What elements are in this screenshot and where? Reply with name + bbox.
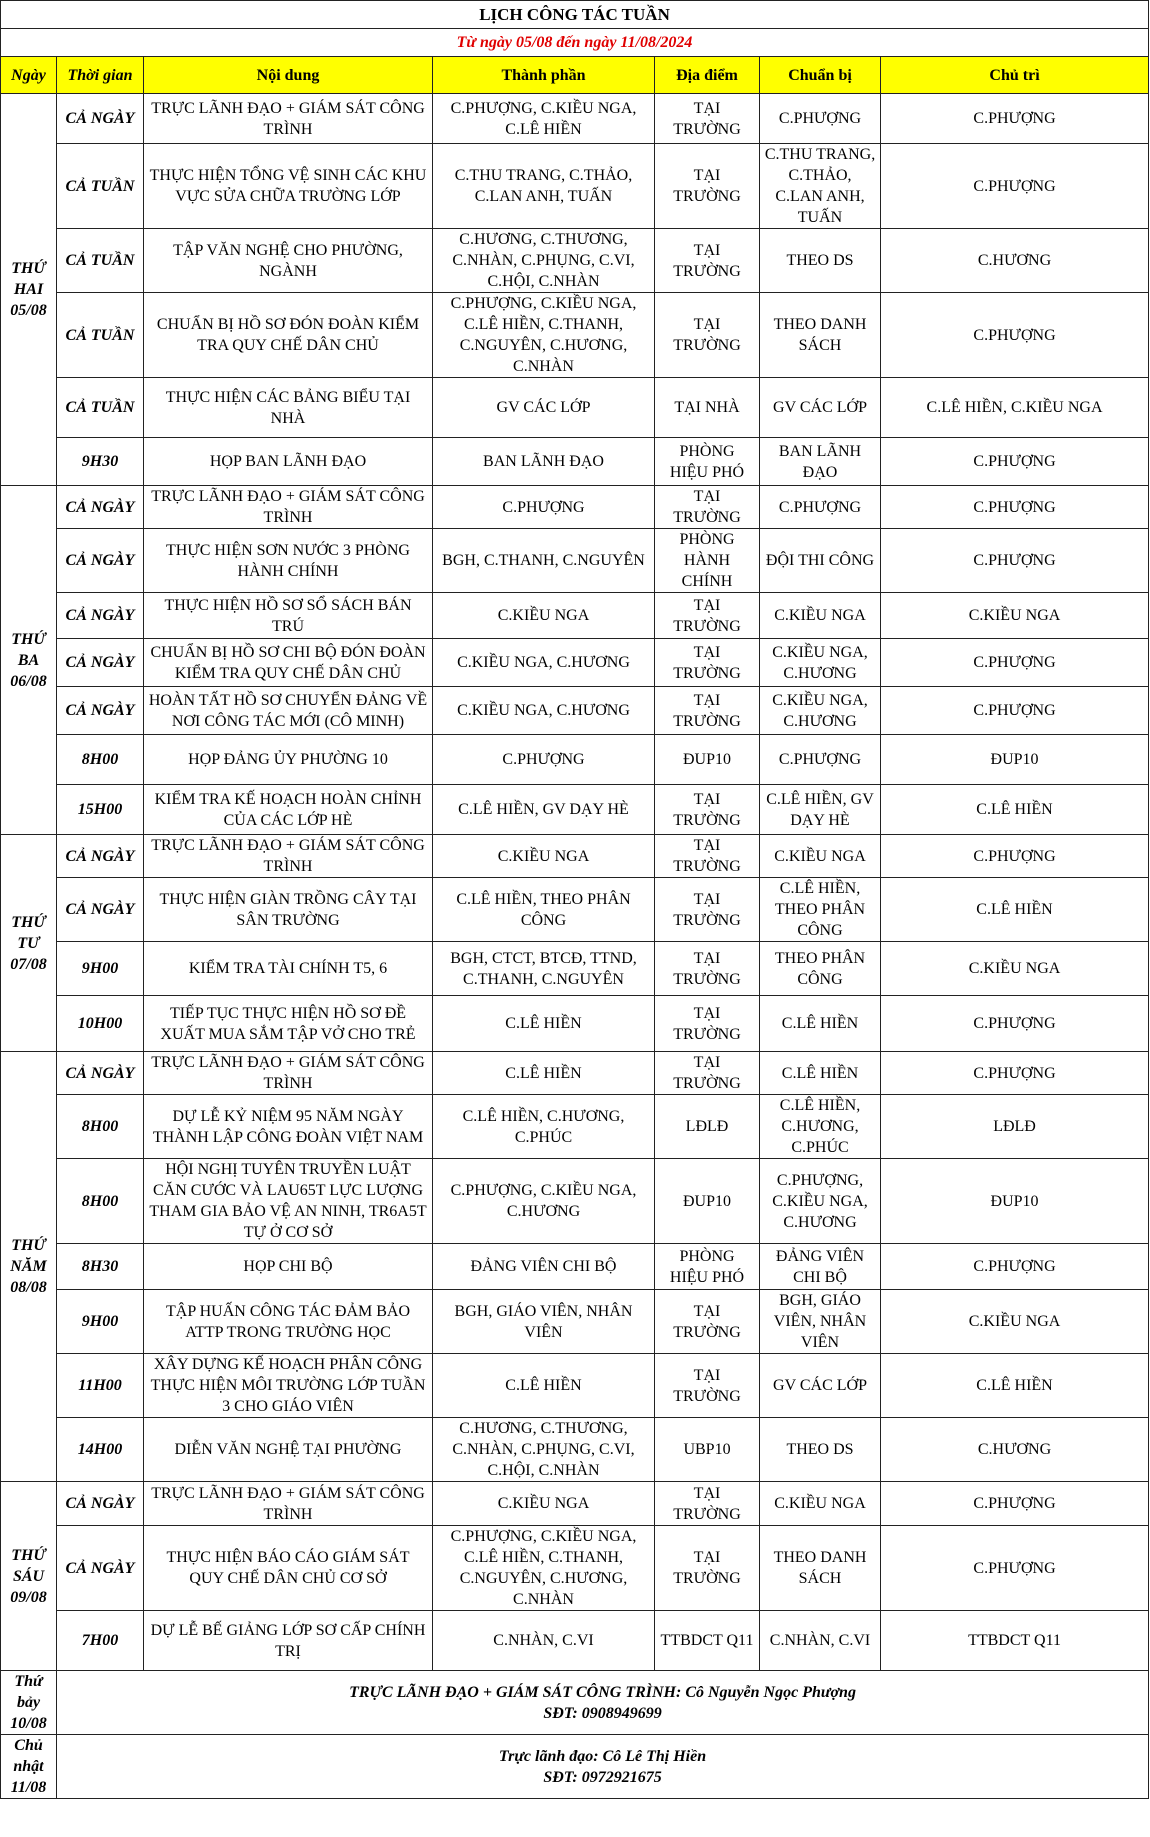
schedule-row [1, 1354, 1149, 1418]
day-label-cell [1, 835, 57, 1052]
participants-cell: ĐẢNG VIÊN CHI BỘ [433, 1244, 655, 1290]
content-cell: THỰC HIỆN TỔNG VỆ SINH CÁC KHU VỰC SỬA CHỮA TRƯỜNG LỚP [144, 144, 433, 229]
content-cell: TRỰC LÃNH ĐẠO + GIÁM SÁT CÔNG TRÌNH [144, 1482, 433, 1526]
time-cell: CẢ NGÀY [57, 1052, 144, 1095]
chair-cell: C.KIỀU NGA [881, 942, 1149, 996]
content-cell: HỘI NGHỊ TUYÊN TRUYỀN LUẬT CĂN CƯỚC VÀ LAU65T LỰC LƯỢNG THAM GIA BẢO VỆ AN NINH, TR6A5T TỰ Ở CƠ SỞ [144, 1159, 433, 1244]
preparation-cell: C.PHƯỢNG [760, 486, 881, 529]
content-cell: THỰC HIỆN GIÀN TRỒNG CÂY TẠI SÂN TRƯỜNG [144, 878, 433, 942]
chair-cell: C.PHƯỢNG [881, 293, 1149, 378]
schedule-row [1, 144, 1149, 229]
participants-cell: BGH, GIÁO VIÊN, NHÂN VIÊN [433, 1290, 655, 1354]
location-cell: TẠI TRƯỜNG [655, 593, 760, 639]
content-cell: TRỰC LÃNH ĐẠO + GIÁM SÁT CÔNG TRÌNH [144, 94, 433, 144]
participants-cell: C.LÊ HIỀN, C.HƯƠNG, C.PHÚC [433, 1095, 655, 1159]
time-cell: CẢ NGÀY [57, 1482, 144, 1526]
location-cell: TẠI TRƯỜNG [655, 996, 760, 1052]
chair-cell: C.PHƯỢNG [881, 1244, 1149, 1290]
location-cell: ĐUP10 [655, 735, 760, 785]
participants-cell: BGH, CTCT, BTCĐ, TTND, C.THANH, C.NGUYÊN [433, 942, 655, 996]
weekend-phone-line: SĐT: 0972921675 [543, 1768, 662, 1786]
schedule-row [1, 293, 1149, 378]
chair-cell: C.HƯƠNG [881, 1418, 1149, 1482]
content-cell: THỰC HIỆN BÁO CÁO GIÁM SÁT QUY CHẾ DÂN CHỦ CƠ SỞ [144, 1526, 433, 1611]
location-cell: TẠI TRƯỜNG [655, 486, 760, 529]
schedule-row [1, 229, 1149, 293]
day-label-cell [1, 1482, 57, 1671]
preparation-cell: C.KIỀU NGA [760, 1482, 881, 1526]
chair-cell: C.PHƯỢNG [881, 486, 1149, 529]
time-cell: 9H00 [57, 1290, 144, 1354]
schedule-row [1, 1482, 1149, 1526]
location-cell: TẠI TRƯỜNG [655, 687, 760, 735]
participants-cell: BAN LÃNH ĐẠO [433, 438, 655, 486]
schedule-row [1, 687, 1149, 735]
location-cell: UBP10 [655, 1418, 760, 1482]
participants-cell: GV CÁC LỚP [433, 378, 655, 438]
participants-cell: C.HƯƠNG, C.THƯƠNG, C.NHÀN, C.PHỤNG, C.VI, C.HỘI, C.NHÀN [433, 229, 655, 293]
participants-cell: C.THU TRANG, C.THẢO, C.LAN ANH, TUẤN [433, 144, 655, 229]
time-cell: 7H00 [57, 1611, 144, 1671]
time-cell: 9H00 [57, 942, 144, 996]
participants-cell: C.KIỀU NGA [433, 835, 655, 878]
content-cell: HỌP ĐẢNG ỦY PHƯỜNG 10 [144, 735, 433, 785]
day-label-line: NĂM [10, 1258, 47, 1275]
time-cell: 15H00 [57, 785, 144, 835]
content-cell: TẬP HUẤN CÔNG TÁC ĐẢM BẢO ATTP TRONG TRƯỜNG HỌC [144, 1290, 433, 1354]
time-cell: 8H00 [57, 1095, 144, 1159]
preparation-cell: C.LÊ HIỀN, THEO PHÂN CÔNG [760, 878, 881, 942]
schedule-row [1, 942, 1149, 996]
chair-cell: C.PHƯỢNG [881, 996, 1149, 1052]
weekend-duty-line: Trực lãnh đạo: Cô Lê Thị Hiền [498, 1747, 707, 1765]
location-cell: TẠI TRƯỜNG [655, 229, 760, 293]
time-cell: CẢ NGÀY [57, 486, 144, 529]
preparation-cell: GV CÁC LỚP [760, 1354, 881, 1418]
location-cell: PHÒNG HÀNH CHÍNH [655, 529, 760, 593]
content-cell: TRỰC LÃNH ĐẠO + GIÁM SÁT CÔNG TRÌNH [144, 1052, 433, 1095]
day-label-line: nhật [13, 1758, 44, 1775]
participants-cell: C.LÊ HIỀN [433, 996, 655, 1052]
day-label-line: 08/08 [10, 1279, 47, 1296]
schedule-row [1, 1418, 1149, 1482]
location-cell: TẠI TRƯỜNG [655, 785, 760, 835]
content-cell: HỌP BAN LÃNH ĐẠO [144, 438, 433, 486]
preparation-cell: C.KIỀU NGA, C.HƯƠNG [760, 639, 881, 687]
time-cell: CẢ NGÀY [57, 835, 144, 878]
day-label-line: THỨ [11, 630, 46, 648]
preparation-cell: C.THU TRANG, C.THẢO, C.LAN ANH, TUẤN [760, 144, 881, 229]
content-cell: KIỂM TRA TÀI CHÍNH T5, 6 [144, 942, 433, 996]
weekend-note-cell [57, 1735, 1149, 1799]
weekend-phone-line: SĐT: 0908949699 [543, 1704, 662, 1722]
schedule-row [1, 1611, 1149, 1671]
participants-cell: C.KIỀU NGA [433, 1482, 655, 1526]
location-cell: TẠI TRƯỜNG [655, 1526, 760, 1611]
participants-cell: C.PHƯỢNG [433, 486, 655, 529]
weekend-duty-line: TRỰC LÃNH ĐẠO + GIÁM SÁT CÔNG TRÌNH: Cô Nguyễn Ngọc Phượng [349, 1683, 856, 1701]
preparation-cell: ĐỘI THI CÔNG [760, 529, 881, 593]
day-label-line: 06/08 [10, 672, 47, 690]
preparation-cell: C.LÊ HIỀN [760, 1052, 881, 1095]
preparation-cell: C.LÊ HIỀN [760, 996, 881, 1052]
header-content: Nội dung [144, 57, 433, 94]
preparation-cell: THEO PHÂN CÔNG [760, 942, 881, 996]
header-location: Địa điểm [655, 57, 760, 94]
content-cell: DIỄN VĂN NGHỆ TẠI PHƯỜNG [144, 1418, 433, 1482]
schedule-row [1, 878, 1149, 942]
preparation-cell: C.PHƯỢNG [760, 94, 881, 144]
location-cell: TẠI TRƯỜNG [655, 1354, 760, 1418]
schedule-row [1, 438, 1149, 486]
schedule-row [1, 593, 1149, 639]
time-cell: CẢ TUẦN [57, 293, 144, 378]
content-cell: TIẾP TỤC THỰC HIỆN HỒ SƠ ĐỀ XUẤT MUA SẮM TẬP VỞ CHO TRẺ [144, 996, 433, 1052]
day-label-line: THỨ [11, 1546, 46, 1564]
time-cell: 11H00 [57, 1354, 144, 1418]
schedule-row [1, 785, 1149, 835]
chair-cell: C.PHƯỢNG [881, 529, 1149, 593]
schedule-row [1, 94, 1149, 144]
location-cell: TẠI TRƯỜNG [655, 94, 760, 144]
preparation-cell: GV CÁC LỚP [760, 378, 881, 438]
time-cell: CẢ NGÀY [57, 1526, 144, 1611]
chair-cell: C.KIỀU NGA [881, 1290, 1149, 1354]
preparation-cell: C.LÊ HIỀN, C.HƯƠNG, C.PHÚC [760, 1095, 881, 1159]
location-cell: TẠI TRƯỜNG [655, 835, 760, 878]
participants-cell: C.PHƯỢNG [433, 735, 655, 785]
schedule-row [1, 1159, 1149, 1244]
header-row [1, 57, 1149, 94]
chair-cell: TTBDCT Q11 [881, 1611, 1149, 1671]
schedule-row [1, 1290, 1149, 1354]
schedule-row [1, 486, 1149, 529]
chair-cell: C.PHƯỢNG [881, 94, 1149, 144]
preparation-cell: C.KIỀU NGA [760, 835, 881, 878]
location-cell: TẠI TRƯỜNG [655, 1290, 760, 1354]
location-cell: TẠI TRƯỜNG [655, 942, 760, 996]
location-cell: TẠI TRƯỜNG [655, 293, 760, 378]
preparation-cell: C.KIỀU NGA [760, 593, 881, 639]
participants-cell: C.PHƯỢNG, C.KIỀU NGA, C.HƯƠNG [433, 1159, 655, 1244]
chair-cell: C.PHƯỢNG [881, 1482, 1149, 1526]
participants-cell: C.NHÀN, C.VI [433, 1611, 655, 1671]
chair-cell: ĐUP10 [881, 1159, 1149, 1244]
content-cell: CHUẨN BỊ HỒ SƠ ĐÓN ĐOÀN KIỂM TRA QUY CHẾ DÂN CHỦ [144, 293, 433, 378]
time-cell: 14H00 [57, 1418, 144, 1482]
time-cell: 8H00 [57, 735, 144, 785]
schedule-row [1, 835, 1149, 878]
location-cell: PHÒNG HIỆU PHÓ [655, 1244, 760, 1290]
chair-cell: C.LÊ HIỀN, C.KIỀU NGA [881, 378, 1149, 438]
weekend-note-cell [57, 1671, 1149, 1735]
chair-cell: C.PHƯỢNG [881, 144, 1149, 229]
preparation-cell: BAN LÃNH ĐẠO [760, 438, 881, 486]
day-label-line: 09/08 [10, 1588, 47, 1606]
time-cell: 9H30 [57, 438, 144, 486]
preparation-cell: C.KIỀU NGA, C.HƯƠNG [760, 687, 881, 735]
chair-cell: C.PHƯỢNG [881, 687, 1149, 735]
day-label-line: bảy [16, 1694, 41, 1711]
day-label-line: 07/08 [10, 955, 47, 973]
chair-cell: LĐLĐ [881, 1095, 1149, 1159]
time-cell: CẢ NGÀY [57, 878, 144, 942]
time-cell: CẢ NGÀY [57, 94, 144, 144]
chair-cell: C.HƯƠNG [881, 229, 1149, 293]
location-cell: TẠI TRƯỜNG [655, 144, 760, 229]
chair-cell: C.KIỀU NGA [881, 593, 1149, 639]
header-preparation: Chuẩn bị [760, 57, 881, 94]
header-day: Ngày [1, 57, 57, 94]
schedule-title: LỊCH CÔNG TÁC TUẦN [1, 1, 1149, 29]
chair-cell: ĐUP10 [881, 735, 1149, 785]
time-cell: CẢ NGÀY [57, 529, 144, 593]
participants-cell: C.LÊ HIỀN [433, 1354, 655, 1418]
schedule-row [1, 639, 1149, 687]
schedule-row [1, 735, 1149, 785]
day-label-line: Chủ [14, 1737, 43, 1754]
content-cell: THỰC HIỆN SƠN NƯỚC 3 PHÒNG HÀNH CHÍNH [144, 529, 433, 593]
time-cell: CẢ NGÀY [57, 687, 144, 735]
header-chair: Chủ trì [881, 57, 1149, 94]
time-cell: CẢ NGÀY [57, 639, 144, 687]
location-cell: ĐUP10 [655, 1159, 760, 1244]
participants-cell: C.PHƯỢNG, C.KIỀU NGA, C.LÊ HIỀN, C.THANH, C.NGUYÊN, C.HƯƠNG, C.NHÀN [433, 1526, 655, 1611]
day-label-cell [1, 1052, 57, 1482]
location-cell: TẠI NHÀ [655, 378, 760, 438]
participants-cell: C.KIỀU NGA [433, 593, 655, 639]
location-cell: PHÒNG HIỆU PHÓ [655, 438, 760, 486]
preparation-cell: C.NHÀN, C.VI [760, 1611, 881, 1671]
schedule-row [1, 529, 1149, 593]
content-cell: XÂY DỰNG KẾ HOẠCH PHÂN CÔNG THỰC HIỆN MÔI TRƯỜNG LỚP TUẦN 3 CHO GIÁO VIÊN [144, 1354, 433, 1418]
chair-cell: C.LÊ HIỀN [881, 1354, 1149, 1418]
chair-cell: C.PHƯỢNG [881, 1526, 1149, 1611]
content-cell: KIỂM TRA KẾ HOẠCH HOÀN CHỈNH CỦA CÁC LỚP HÈ [144, 785, 433, 835]
participants-cell: C.PHƯỢNG, C.KIỀU NGA, C.LÊ HIỀN [433, 94, 655, 144]
time-cell: CẢ TUẦN [57, 229, 144, 293]
day-label-line: THỨ [11, 1237, 46, 1254]
header-time: Thời gian [57, 57, 144, 94]
schedule-row [1, 378, 1149, 438]
location-cell: TẠI TRƯỜNG [655, 878, 760, 942]
day-label-line: HAI [13, 281, 44, 298]
content-cell: TRỰC LÃNH ĐẠO + GIÁM SÁT CÔNG TRÌNH [144, 486, 433, 529]
day-label-cell [1, 94, 57, 486]
chair-cell: C.PHƯỢNG [881, 1052, 1149, 1095]
participants-cell: BGH, C.THANH, C.NGUYÊN [433, 529, 655, 593]
time-cell: 8H00 [57, 1159, 144, 1244]
location-cell: TẠI TRƯỜNG [655, 1482, 760, 1526]
schedule-row [1, 996, 1149, 1052]
day-label-line: THỨ [11, 913, 46, 931]
day-label-line: THỨ [11, 260, 46, 277]
schedule-row [1, 1095, 1149, 1159]
location-cell: TẠI TRƯỜNG [655, 1052, 760, 1095]
chair-cell: C.PHƯỢNG [881, 639, 1149, 687]
day-label-cell [1, 486, 57, 835]
location-cell: TTBDCT Q11 [655, 1611, 760, 1671]
chair-cell: C.PHƯỢNG [881, 835, 1149, 878]
weekend-row [1, 1671, 1149, 1735]
participants-cell: C.LÊ HIỀN, GV DẠY HÈ [433, 785, 655, 835]
header-participants: Thành phần [433, 57, 655, 94]
preparation-cell: THEO DANH SÁCH [760, 1526, 881, 1611]
day-label-line: BA [17, 651, 40, 669]
weekend-row [1, 1735, 1149, 1799]
time-cell: 8H30 [57, 1244, 144, 1290]
content-cell: THỰC HIỆN HỒ SƠ SỔ SÁCH BÁN TRÚ [144, 593, 433, 639]
chair-cell: C.PHƯỢNG [881, 438, 1149, 486]
day-label-line: 10/08 [10, 1715, 47, 1732]
day-label-line: 11/08 [10, 1779, 47, 1796]
preparation-cell: BGH, GIÁO VIÊN, NHÂN VIÊN [760, 1290, 881, 1354]
preparation-cell: C.LÊ HIỀN, GV DẠY HÈ [760, 785, 881, 835]
preparation-cell: THEO DS [760, 1418, 881, 1482]
location-cell: LĐLĐ [655, 1095, 760, 1159]
content-cell: HOÀN TẤT HỒ SƠ CHUYỂN ĐẢNG VỀ NƠI CÔNG TÁC MỚI (CÔ MINH) [144, 687, 433, 735]
content-cell: THỰC HIỆN CÁC BẢNG BIỂU TẠI NHÀ [144, 378, 433, 438]
participants-cell: C.LÊ HIỀN [433, 1052, 655, 1095]
schedule-row [1, 1052, 1149, 1095]
content-cell: TRỰC LÃNH ĐẠO + GIÁM SÁT CÔNG TRÌNH [144, 835, 433, 878]
content-cell: TẬP VĂN NGHỆ CHO PHƯỜNG, NGÀNH [144, 229, 433, 293]
time-cell: 10H00 [57, 996, 144, 1052]
content-cell: DỰ LỄ KỶ NIỆM 95 NĂM NGÀY THÀNH LẬP CÔNG ĐOÀN VIỆT NAM [144, 1095, 433, 1159]
content-cell: CHUẨN BỊ HỒ SƠ CHI BỘ ĐÓN ĐOÀN KIỂM TRA QUY CHẾ DÂN CHỦ [144, 639, 433, 687]
day-label-cell [1, 1671, 57, 1735]
participants-cell: C.KIỀU NGA, C.HƯƠNG [433, 687, 655, 735]
chair-cell: C.LÊ HIỀN [881, 785, 1149, 835]
day-label-line: Thứ [14, 1673, 43, 1690]
participants-cell: C.KIỀU NGA, C.HƯƠNG [433, 639, 655, 687]
preparation-cell: C.PHƯỢNG [760, 735, 881, 785]
time-cell: CẢ TUẦN [57, 144, 144, 229]
schedule-row [1, 1526, 1149, 1611]
participants-cell: C.LÊ HIỀN, THEO PHÂN CÔNG [433, 878, 655, 942]
chair-cell: C.LÊ HIỀN [881, 878, 1149, 942]
time-cell: CẢ TUẦN [57, 378, 144, 438]
location-cell: TẠI TRƯỜNG [655, 639, 760, 687]
time-cell: CẢ NGÀY [57, 593, 144, 639]
schedule-row [1, 1244, 1149, 1290]
preparation-cell: ĐẢNG VIÊN CHI BỘ [760, 1244, 881, 1290]
preparation-cell: THEO DANH SÁCH [760, 293, 881, 378]
content-cell: HỌP CHI BỘ [144, 1244, 433, 1290]
participants-cell: C.PHƯỢNG, C.KIỀU NGA, C.LÊ HIỀN, C.THANH, C.NGUYÊN, C.HƯƠNG, C.NHÀN [433, 293, 655, 378]
day-label-line: TƯ [17, 934, 40, 952]
participants-cell: C.HƯƠNG, C.THƯƠNG, C.NHÀN, C.PHỤNG, C.VI, C.HỘI, C.NHÀN [433, 1418, 655, 1482]
day-label-line: SÁU [12, 1567, 45, 1585]
day-label-cell [1, 1735, 57, 1799]
content-cell: DỰ LỄ BẾ GIẢNG LỚP SƠ CẤP CHÍNH TRỊ [144, 1611, 433, 1671]
day-label-line: 05/08 [10, 302, 47, 319]
preparation-cell: C.PHƯỢNG, C.KIỀU NGA, C.HƯƠNG [760, 1159, 881, 1244]
date-range: Từ ngày 05/08 đến ngày 11/08/2024 [1, 29, 1149, 57]
preparation-cell: THEO DS [760, 229, 881, 293]
